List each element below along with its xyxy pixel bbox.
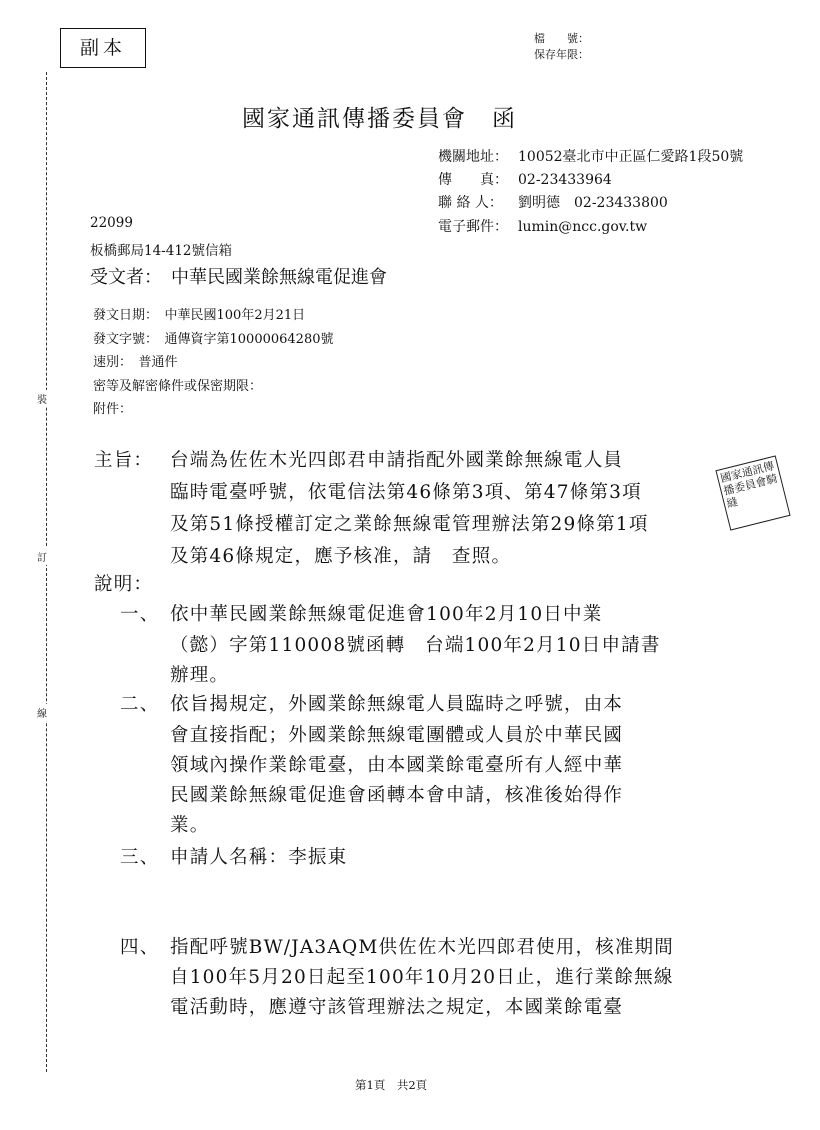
recipient: 受文者： 中華民國業餘無線電促進會	[90, 267, 387, 288]
item-line: 依中華民國業餘無線電促進會100年2月10日中業	[170, 604, 603, 625]
seal-stamp: 國家通訊傳播委員會騎縫	[715, 455, 790, 530]
item-line: 電活動時，應遵守該管理辦法之規定，本國業餘電臺	[170, 997, 624, 1018]
document-title: 國家通訊傳播委員會 函	[242, 106, 517, 132]
address-value: 10052臺北市中正區仁愛路1段50號	[518, 149, 744, 165]
item-marker: 二、	[120, 694, 160, 715]
retention-period-label: 保存年限：	[534, 48, 589, 61]
email-label: 電子郵件：	[438, 219, 508, 235]
page-footer: 第1頁 共2頁	[355, 1078, 428, 1092]
subject-label: 主旨：	[94, 450, 154, 471]
item-line: 指配呼號BW/JA3AQM供佐佐木光四郎君使用，核准期間	[170, 937, 674, 958]
binding-dashed-line	[46, 72, 47, 1072]
item-line: 申請人名稱：李振東	[170, 847, 348, 868]
fax-row	[438, 169, 612, 189]
file-number-label: 檔 號：	[534, 32, 589, 45]
fax-label: 傳 真：	[438, 172, 508, 188]
delivery-speed: 速別： 普通件	[93, 355, 178, 370]
postal-code: 22099	[90, 215, 133, 231]
item-marker: 四、	[120, 937, 160, 958]
item-line: 自100年5月20日起至100年10月20日止，進行業餘無線	[170, 967, 674, 988]
item-line: 辦理。	[170, 665, 230, 686]
email-value: lumin@ncc.gov.tw	[518, 219, 648, 235]
item-line: 領域內操作業餘電臺，由本國業餘電臺所有人經中華	[170, 755, 624, 776]
address-label: 機關地址：	[438, 149, 508, 165]
item-marker: 一、	[120, 604, 160, 625]
copy-stamp: 副本	[60, 28, 146, 68]
binding-mark-xian: 線	[37, 704, 47, 721]
item-line: （懿）字第110008號函轉 台端100年2月10日申請書	[170, 635, 661, 656]
item-line: 會直接指配；外國業餘無線電團體或人員於中華民國	[170, 725, 624, 746]
contact-person-value: 劉明德 02-23433800	[518, 195, 668, 211]
item-line: 業。	[170, 815, 210, 836]
email-row	[438, 216, 647, 236]
explanation-label: 說明：	[94, 574, 154, 595]
subject-line: 及第46條規定，應予核准，請 查照。	[170, 546, 512, 567]
subject-line: 台端為佐佐木光四郎君申請指配外國業餘無線電人員	[170, 450, 624, 471]
fax-value: 02-23433964	[518, 172, 612, 188]
address-row	[438, 146, 743, 166]
contact-person-label: 聯 絡 人：	[438, 195, 503, 211]
item-marker: 三、	[120, 847, 160, 868]
subject-line: 及第51條授權訂定之業餘無線電管理辦法第29條第1項	[170, 514, 649, 535]
item-line: 依旨揭規定，外國業餘無線電人員臨時之呼號，由本	[170, 694, 624, 715]
item-line: 民國業餘無線電促進會函轉本會申請，核准後始得作	[170, 785, 624, 806]
binding-mark-ding: 訂	[37, 548, 47, 565]
attachments: 附件：	[93, 402, 133, 417]
issue-date: 發文日期： 中華民國100年2月21日	[93, 308, 306, 323]
subject-line: 臨時電臺呼號，依電信法第46條第3項、第47條第3項	[170, 482, 642, 503]
mailbox-address: 板橋郵局14-412號信箱	[90, 243, 233, 259]
secrecy-level: 密等及解密條件或保密期限：	[93, 379, 263, 394]
document-number: 發文字號： 通傳資字第10000064280號	[93, 332, 334, 347]
contact-person-row	[438, 192, 668, 212]
binding-mark-zhuang: 裝	[37, 390, 47, 407]
